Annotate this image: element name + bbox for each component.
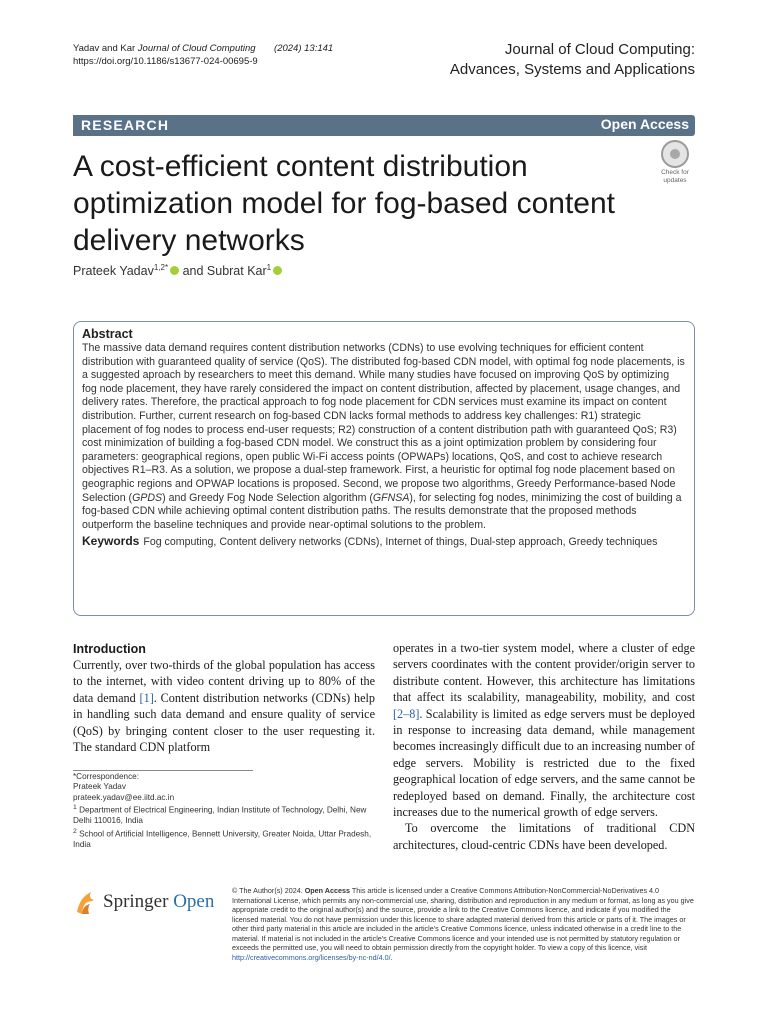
brand-springer: Springer: [103, 891, 169, 912]
intro-paragraph-2: To overcome the limitations of traditional CDN architectures, cloud-centric CDNs have been developed.: [393, 821, 695, 852]
brand-open: Open: [173, 891, 215, 912]
license-end: .: [390, 952, 393, 962]
citation-link[interactable]: [1]: [139, 690, 154, 705]
affiliation-1-number: 1: [73, 804, 77, 812]
check-for-updates-badge[interactable]: [655, 140, 695, 184]
body-column-right: [393, 640, 695, 853]
license-notice: [232, 886, 695, 962]
header-authors: Yadav and Kar: [73, 43, 136, 54]
author-2: Subrat Kar: [206, 264, 267, 279]
author-list: [73, 263, 282, 278]
intro-text-c: operates in a two-tier system model, where a cluster of edge servers coordinates with the content provider/origin server to distribute content. However, this architecture has limitations that affect its scalability, manageability, mobility, and cost: [393, 641, 695, 705]
intro-paragraph-1-cont: [393, 640, 695, 820]
orcid-icon[interactable]: [170, 266, 179, 275]
header-journal: Journal of Cloud Computing: [137, 43, 256, 54]
license-text: This article is licensed under a Creative Commons Attribution-NonCommercial-NoDerivatives 4.0 International License, which permits any non-commercial use, sharing, distribution and reproduction in any medium or format, as long as you give appropriate credit to the original author(s) and the source, provide a link to the Creative Commons licence, and indicate if you modified the licensed material. You do not have permission under this licence to share adapted material derived from this article or parts of it. The images or other third party material in this article are included in the article's Creative Commons licence, unless indicated otherwise in a credit line to the material. If material is not included in the article's Creative Commons licence and your intended use is not permitted by statutory regulation or exceeds the permitted use, you will need to obtain permission directly from the copyright holder. To view a copy of this licence, visit: [232, 886, 694, 952]
abstract-text: [82, 342, 686, 532]
journal-line-1: Journal of Cloud Computing:: [504, 41, 695, 58]
intro-text-b: . Content distribution networks (CDNs) help in handling such data demand and ensure quality of service (QoS) by bringing content closer to the user requesting it. The standard CDN platform: [73, 690, 375, 755]
intro-text-a: Currently, over two-thirds of the global population has access to the internet, with video content driving up to 80% of the data demand: [73, 658, 375, 705]
intro-paragraph-1: [73, 657, 375, 755]
license-open-access: Open Access: [304, 886, 350, 895]
copyright-text: © The Author(s) 2024.: [232, 886, 303, 895]
citation-line: [73, 42, 333, 55]
affiliation-2-text: School of Artificial Intelligence, Bennett University, Greater Noida, Uttar Pradesh, India: [73, 829, 372, 849]
badge-line-2: updates: [663, 177, 687, 184]
keywords-text: Fog computing, Content delivery networks (CDNs), Internet of things, Dual-step approach, Greedy techniques: [143, 536, 658, 549]
abstract-box: [73, 321, 695, 616]
footnotes: [73, 772, 373, 850]
abstract-gfnsa: GFNSA: [372, 491, 410, 504]
orcid-icon[interactable]: [273, 266, 282, 275]
author-2-affiliation: 1: [266, 263, 272, 272]
abstract-heading: Abstract: [82, 327, 133, 341]
article-type-bar: [73, 115, 695, 136]
doi-link[interactable]: https://doi.org/10.1186/s13677-024-00695-9: [73, 56, 258, 67]
abstract-part-3: ), for selecting fog nodes, minimizing the cost of building a fog-based CDN while achieving optimal content distribution paths. The results demonstrate that the proposed methods outperform the baseline techniques and provide near-optimal solutions to the problem.: [82, 491, 682, 531]
citation-link[interactable]: [2–8]: [393, 706, 420, 721]
footnote-divider: [73, 770, 253, 771]
springer-wordmark: [103, 891, 214, 913]
article-type-label: RESEARCH: [81, 117, 170, 133]
section-heading-introduction: Introduction: [73, 642, 146, 656]
article-title: A cost-efficient content distribution optimization model for fog-based content delivery networks: [73, 150, 615, 257]
keywords-label: Keywords: [82, 534, 140, 549]
affiliation-1: [73, 803, 373, 827]
open-access-label: Open Access: [600, 116, 689, 132]
affiliation-1-text: Department of Electrical Engineering, Indian Institute of Technology, Delhi, New Delhi 110016, India: [73, 805, 367, 826]
springer-open-logo: [73, 888, 223, 918]
author-1: Prateek Yadav: [73, 264, 154, 279]
correspondence-email[interactable]: prateek.yadav@ee.iitd.ac.in: [73, 792, 175, 802]
affiliation-2-number: 2: [73, 827, 77, 835]
running-header: [73, 42, 333, 68]
author-and: and: [182, 264, 204, 279]
keywords: [82, 535, 686, 550]
abstract-part-1: The massive data demand requires content distribution networks (CDNs) to use evolving techniques for efficient content distribution with guaranteed quality of service (QoS). The distributed fog-based CDN model, with optimal fog node placements, is a suggested aproach by researchers to meet this demand. While many studies have focused on improving QoS by optimizing fog node placement, they have rarely considered the impact on content distribution, affected by placement, usage changes, and delivery rates. Therefore, the practical approach to fog node placement for CDN services must examine its impact on content distribution. Further, current research on fog-based CDN lacks formal methods to address key challenges: R1) strategic placement of fog nodes to process end-user requests; R2) construction of a content distribution path with guaranteed QoS; R3) cost minimization of building a fog-based CDN model. We construct this as a joint optimization problem by considering four parameters: geographical regions, open public Wi-Fi access points (OPWAPs) locations, QoS, and cost to achieve research objectives R1–R3. As a solution, we propose a dual-step framework. First, a heuristic for optimal fog node placement based on geographic regions and OPWAP locations is proposed. Second, we propose two algorithms, Greedy Performance-based Node Selection (: [82, 342, 685, 504]
correspondence-name: Prateek Yadav: [73, 782, 126, 792]
author-1-affiliation: 1,2*: [153, 263, 169, 272]
badge-line-1: Check for: [661, 169, 689, 176]
correspondence-label: *Correspondence:: [73, 772, 139, 781]
abstract-part-2: ) and Greedy Fog Node Selection algorithm (: [162, 491, 373, 504]
body-column-left: [73, 641, 375, 755]
intro-text-d: . Scalability is limited as edge servers must be deployed in response to increasing data demand, while management becomes increasingly difficult due to an increasing number of edge servers. Mobility is restricted due to the fixed geographical location of edge servers, and the same cannot be redeployed based on demand. Finally, the architecture cost increases due to the numerical growth of edge servers.: [393, 706, 695, 820]
affiliation-2: [73, 827, 373, 851]
journal-line-2: Advances, Systems and Applications: [449, 61, 695, 78]
license-link[interactable]: http://creativecommons.org/licenses/by-nc-nd/4.0/: [232, 952, 391, 962]
abstract-gpds: GPDS: [132, 491, 163, 504]
journal-name: [450, 40, 695, 80]
check-updates-icon: [661, 140, 689, 168]
header-year-volume: (2024) 13:141: [274, 43, 334, 54]
springer-horse-icon: [73, 888, 99, 916]
